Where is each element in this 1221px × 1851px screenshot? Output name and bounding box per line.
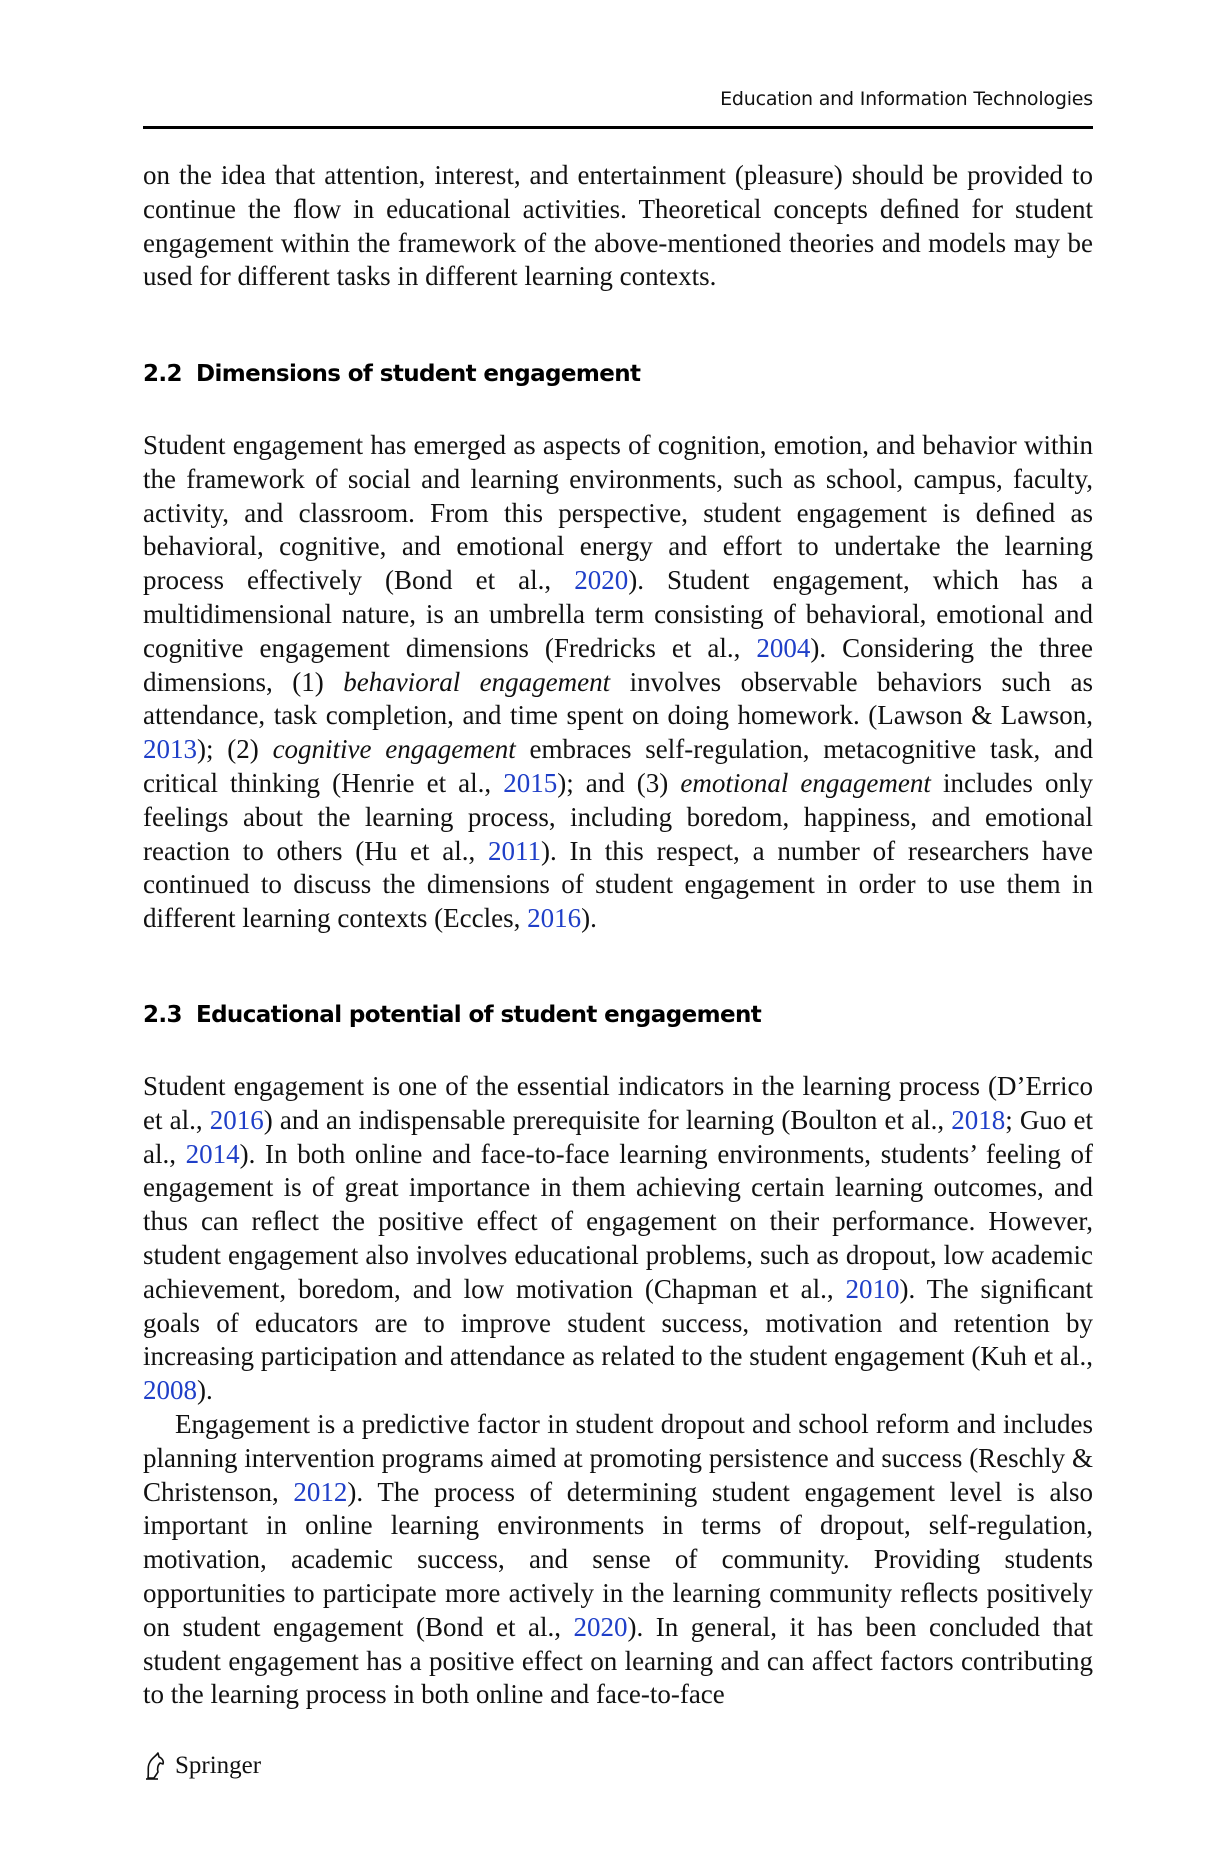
section-2-2-paragraph-1 — [143, 429, 1093, 936]
text-run: ); and (3) — [557, 767, 681, 798]
citation-link[interactable]: 2016 — [209, 1104, 264, 1135]
section-2-2-body — [143, 429, 1093, 936]
emphasis-term: emotional engagement — [680, 767, 931, 798]
citation-link[interactable]: 2016 — [527, 903, 582, 934]
text-run: ); (2) — [197, 734, 273, 765]
citation-link[interactable]: 2018 — [951, 1104, 1006, 1135]
publisher-name: Springer — [175, 1752, 262, 1779]
text-run: ). — [197, 1375, 213, 1406]
page-footer — [143, 1751, 261, 1781]
emphasis-term: behavioral engagement — [343, 666, 611, 697]
text-run: Engagement is a predictive factor in student dropout and school reform and includes planning intervention programs aimed at promoting persistence and success (Reschly & Christenson, — [143, 1408, 1093, 1507]
citation-link[interactable]: 2012 — [293, 1476, 348, 1507]
springer-horse-icon — [143, 1751, 167, 1781]
text-run: involves observable behaviors such as attendance, task completion, and time spent on doing homework. (Lawson & Lawson, — [143, 666, 1093, 731]
section-heading-2-2 — [143, 361, 1093, 387]
citation-link[interactable]: 2013 — [143, 734, 197, 765]
text-run: Student engagement has emerged as aspects of cognition, emotion, and behavior within the framework of social and learning environments, such as school, campus, faculty, activity, and classroom. From this perspective, student engagement is deﬁned as behavioral, cognitive, and emotional energy and effort to undertake the learning process effectively (Bond et al., — [143, 430, 1093, 596]
section-heading-2-3 — [143, 1002, 1093, 1028]
text-run: embraces self-regulation, metacognitive task, and critical thinking (Henrie et al., — [143, 734, 1093, 798]
citation-link[interactable]: 2011 — [488, 835, 542, 866]
citation-link[interactable]: 2020 — [573, 1611, 628, 1642]
citation-link[interactable]: 2008 — [143, 1375, 197, 1406]
text-run: ). In both online and face-to-face learning environments, students’ feeling of engagement is of great importance in them achieving certain learning outcomes, and thus can reﬂect the positive effect of engagement on their performance. However, student engagement also involves educational problems, such as dropout, low academic achievement, boredom, and low motivation (Chapman et al., — [143, 1138, 1093, 1304]
text-run: ). The signiﬁcant goals of educators are to improve student success, motivation and retention by increasing participation and attendance as related to the student engagement (Kuh et al., — [143, 1273, 1093, 1372]
section-2-3-body — [143, 1070, 1093, 1712]
text-run: Student engagement is one of the essential indicators in the learning process (D’Errico et al., — [143, 1071, 1093, 1135]
section-2-3-paragraph-2 — [143, 1408, 1093, 1712]
section-number: 2.2 — [143, 361, 182, 387]
emphasis-term: cognitive engagement — [272, 734, 516, 765]
citation-link[interactable]: 2010 — [845, 1273, 900, 1304]
citation-link[interactable]: 2015 — [503, 767, 558, 798]
text-run: ) and an indispensable prerequisite for learning (Boulton et al., — [263, 1104, 952, 1135]
section-title: Dimensions of student engagement — [195, 361, 641, 387]
header-rule — [143, 126, 1093, 129]
text-run: ). The process of determining student engagement level is also important in online learning environments in terms of dropout, self-regulation, motivation, academic success, and sense of community. Providing students opportunities to participate more actively in the learning community reﬂects positively on student engagement (Bond et al., — [143, 1476, 1093, 1642]
intro-paragraph — [143, 159, 1093, 294]
section-number: 2.3 — [143, 1002, 182, 1028]
intro-paragraph-text: on the idea that attention, interest, and entertainment (pleasure) should be provided to continue the ﬂow in educational activities. Theoretical concepts deﬁned for student engagement within the framework of the above-mentioned theories and models may be used for different tasks in different learning contexts. — [143, 160, 1093, 292]
citation-link[interactable]: 2020 — [574, 565, 629, 596]
text-run: ). In general, it has been concluded that student engagement has a positive effect on learning and can affect factors contributing to the learning process in both online and face-to-face — [143, 1611, 1093, 1710]
section-2-3-paragraph-1 — [143, 1070, 1093, 1408]
citation-link[interactable]: 2014 — [185, 1138, 240, 1169]
citation-link[interactable]: 2004 — [756, 632, 811, 663]
text-run: ). Student engagement, which has a multidimensional nature, is an umbrella term consisting of behavioral, emotional and cognitive engagement dimensions (Fredricks et al., — [143, 565, 1093, 663]
text-run: ). In this respect, a number of researchers have continued to discuss the dimensions of student engagement in order to use them in different learning contexts (Eccles, — [143, 835, 1093, 934]
text-run: ; Guo et al., — [143, 1104, 1093, 1169]
text-run: ). Considering the three dimensions, (1) — [143, 632, 1093, 697]
text-run: ). — [581, 903, 597, 934]
running-head: Education and Information Technologies — [720, 88, 1093, 110]
text-run: includes only feelings about the learning process, including boredom, happiness, and emotional reaction to others (Hu et al., — [143, 767, 1093, 866]
section-title: Educational potential of student engagement — [195, 1002, 762, 1028]
